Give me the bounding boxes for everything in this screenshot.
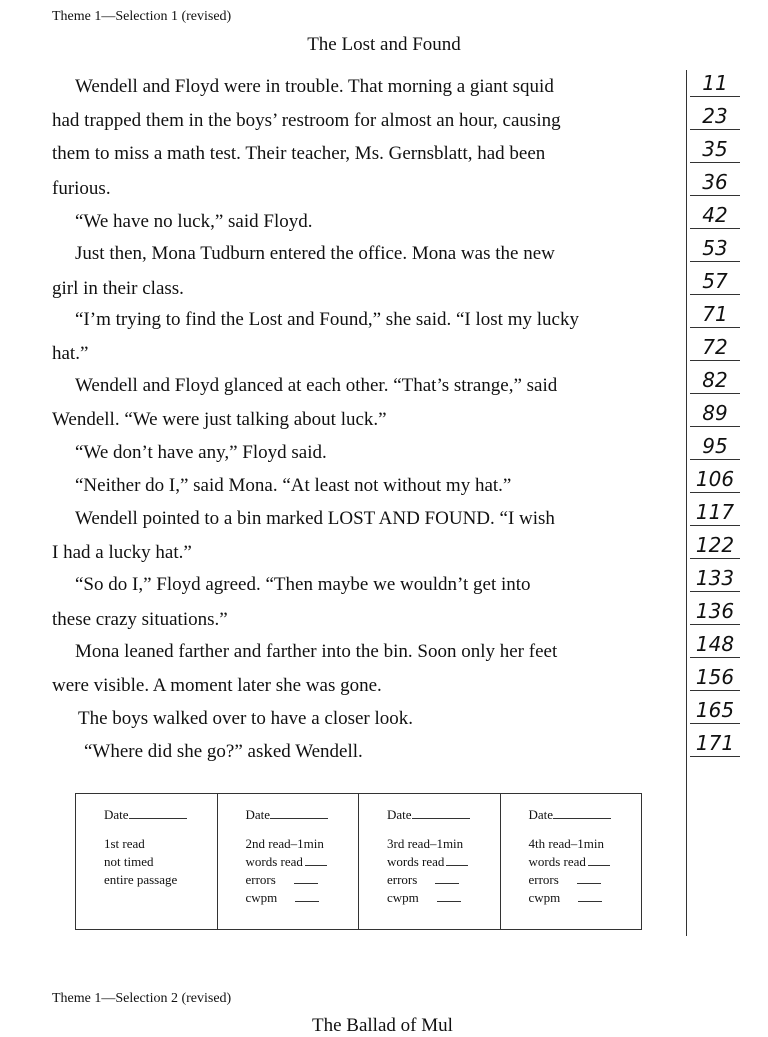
passage-line: The boys walked over to have a closer look.	[78, 708, 414, 729]
word-count	[690, 233, 740, 262]
reading-log-cell-2	[217, 794, 359, 929]
date-field[interactable]	[246, 806, 359, 824]
word-count-value: 106	[695, 467, 735, 491]
passage-line: these crazy situations.”	[52, 609, 228, 630]
word-count	[690, 398, 740, 427]
word-count-value: 165	[695, 698, 735, 722]
passage-line: “So do I,” Floyd agreed. “Then maybe we wouldn’t get into	[75, 574, 531, 595]
errors-blank[interactable]	[294, 883, 318, 884]
reading-label: 4th read–1min	[528, 836, 604, 851]
date-blank[interactable]	[270, 818, 328, 819]
date-label: Date	[104, 807, 129, 822]
passage-line: “I’m trying to find the Lost and Found,” she said. “I lost my lucky	[75, 309, 579, 330]
word-count-value: 72	[702, 335, 728, 359]
reading-label: cwpm	[528, 890, 561, 905]
word-count	[690, 497, 740, 526]
date-field[interactable]	[104, 806, 217, 824]
word-count-value: 53	[702, 236, 728, 260]
reading-log-cell-3	[358, 794, 500, 929]
word-count-value: 136	[695, 599, 735, 623]
word-count-value: 57	[702, 269, 728, 293]
passage-line: hat.”	[52, 343, 89, 364]
reading-label: cwpm	[387, 890, 419, 905]
words-read-blank[interactable]	[446, 865, 468, 866]
word-count	[690, 365, 740, 394]
reading-label: words read	[528, 854, 586, 869]
passage-line: “We have no luck,” said Floyd.	[75, 211, 313, 232]
word-count	[690, 167, 740, 196]
word-count-value: 133	[695, 566, 735, 590]
words-read-blank[interactable]	[588, 865, 610, 866]
passage-line: “Neither do I,” said Mona. “At least not without my hat.”	[75, 475, 512, 496]
reading-label: 1st read	[104, 836, 145, 851]
word-count-value: 11	[702, 71, 728, 95]
reading-label: errors	[528, 872, 559, 887]
word-count	[690, 200, 740, 229]
reading-label: words read	[387, 854, 445, 869]
passage-line: “We don’t have any,” Floyd said.	[75, 442, 327, 463]
word-count-value: 82	[702, 368, 728, 392]
passage-line: them to miss a math test. Their teacher, Ms. Gernsblatt, had been	[52, 143, 546, 164]
reading-label: entire passage	[104, 872, 178, 887]
word-count	[690, 332, 740, 361]
reading-label: 2nd read–1min	[245, 836, 324, 851]
reading-label: words read	[245, 854, 303, 869]
word-count-value: 42	[702, 203, 728, 227]
word-count	[690, 299, 740, 328]
errors-blank[interactable]	[435, 883, 459, 884]
word-count	[690, 530, 740, 559]
word-count-value: 156	[695, 665, 735, 689]
reading-label: cwpm	[245, 890, 278, 905]
word-count-value: 89	[702, 401, 728, 425]
word-count	[690, 596, 740, 625]
word-count	[690, 266, 740, 295]
errors-blank[interactable]	[577, 883, 601, 884]
passage-line: Wendell and Floyd glanced at each other. “That’s strange,” said	[75, 375, 558, 396]
cwpm-blank[interactable]	[437, 901, 461, 902]
passage-line: Wendell pointed to a bin marked LOST AND FOUND. “I wish	[75, 508, 555, 529]
word-count	[690, 728, 740, 757]
word-count	[690, 101, 740, 130]
date-blank[interactable]	[553, 818, 611, 819]
passage-line: furious.	[52, 178, 111, 199]
passage-title: The Lost and Found	[307, 34, 461, 55]
passage-line: Just then, Mona Tudburn entered the office. Mona was the new	[75, 243, 555, 264]
date-label: Date	[528, 807, 554, 822]
reading-log-cell-4	[500, 794, 642, 929]
cwpm-blank[interactable]	[295, 901, 319, 902]
word-count-value: 148	[695, 632, 735, 656]
reading-label: errors	[245, 872, 276, 887]
date-label: Date	[245, 807, 271, 822]
word-count-value: 71	[702, 302, 728, 326]
passage-line: “Where did she go?” asked Wendell.	[84, 741, 363, 762]
reading-log-table	[75, 793, 642, 930]
word-count	[690, 431, 740, 460]
next-page-header: Theme 1—Selection 2 (revised)	[52, 991, 232, 1006]
date-blank[interactable]	[412, 818, 470, 819]
word-count	[690, 662, 740, 691]
reading-label: errors	[387, 872, 418, 887]
word-count-value: 23	[702, 104, 728, 128]
word-count-value: 95	[702, 434, 728, 458]
words-read-blank[interactable]	[305, 865, 327, 866]
passage-line: Wendell and Floyd were in trouble. That morning a giant squid	[75, 76, 554, 97]
word-count	[690, 134, 740, 163]
passage-line: Mona leaned farther and farther into the bin. Soon only her feet	[75, 641, 558, 662]
word-count	[690, 629, 740, 658]
word-count-value: 36	[702, 170, 728, 194]
date-field[interactable]	[529, 806, 642, 824]
passage-line: I had a lucky hat.”	[52, 542, 192, 563]
word-count-value: 122	[695, 533, 735, 557]
passage-line: were visible. A moment later she was gone.	[52, 675, 382, 696]
margin-rule	[686, 70, 687, 936]
passage-line: Wendell. “We were just talking about luck.”	[52, 409, 387, 430]
reading-label: not timed	[104, 854, 154, 869]
word-count-value: 35	[702, 137, 728, 161]
word-count	[690, 563, 740, 592]
word-count	[690, 68, 740, 97]
word-count	[690, 695, 740, 724]
reading-label: 3rd read–1min	[387, 836, 464, 851]
page-header: Theme 1—Selection 1 (revised)	[52, 9, 232, 24]
word-count-value: 117	[695, 500, 735, 524]
passage-line: girl in their class.	[52, 278, 184, 299]
next-passage-title: The Ballad of Mul	[312, 1015, 453, 1036]
date-blank[interactable]	[129, 818, 187, 819]
date-label: Date	[387, 807, 412, 822]
date-field[interactable]	[387, 806, 500, 824]
passage-line: had trapped them in the boys’ restroom for almost an hour, causing	[52, 110, 561, 131]
word-count	[690, 464, 740, 493]
cwpm-blank[interactable]	[578, 901, 602, 902]
word-count-value: 171	[695, 731, 735, 755]
reading-log-cell-1	[76, 794, 217, 929]
